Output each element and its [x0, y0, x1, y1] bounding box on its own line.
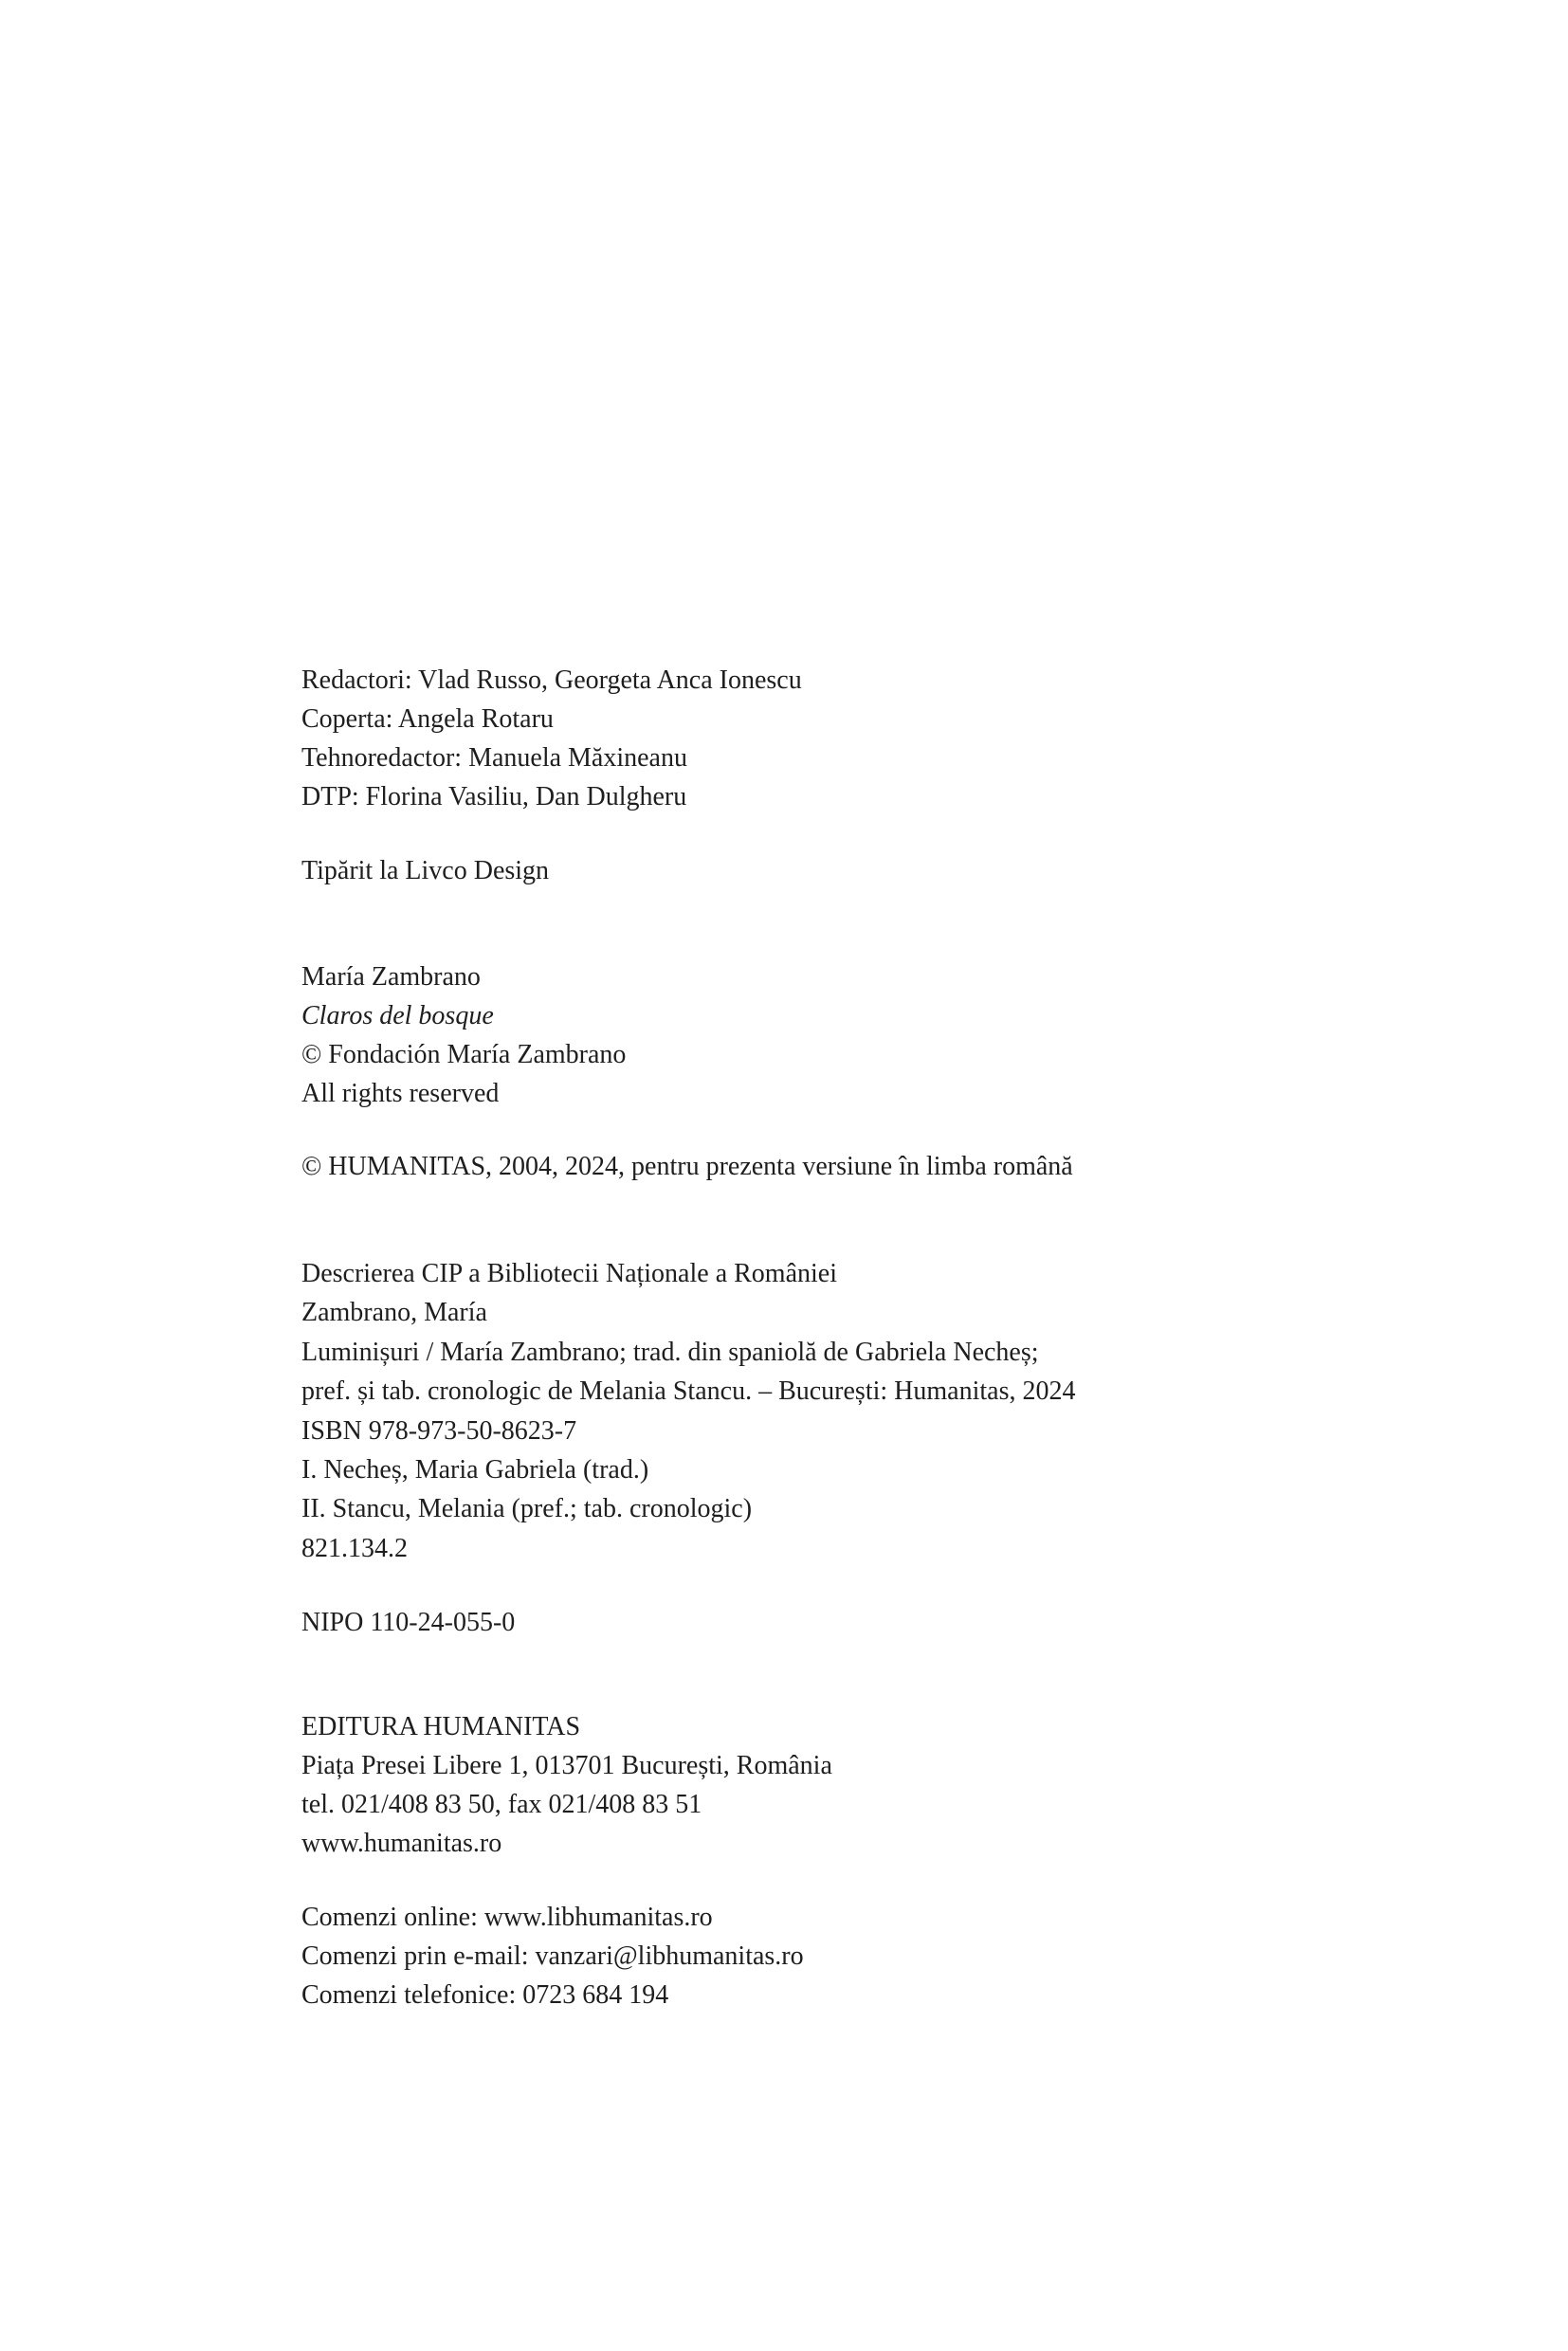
orders-block: [301, 1898, 804, 2014]
orders-email: Comenzi prin e-mail: vanzari@libhumanitas.ro: [301, 1941, 804, 1971]
credit-line: Coperta: Angela Rotaru: [301, 704, 554, 734]
rights-reserved: All rights reserved: [301, 1079, 500, 1108]
publisher-name: EDITURA HUMANITAS: [301, 1712, 581, 1741]
original-copyright: © Fondación María Zambrano: [301, 1040, 627, 1069]
publisher-website: www.humanitas.ro: [301, 1829, 502, 1858]
cip-block: [301, 1254, 1075, 1568]
credit-line: Redactori: Vlad Russo, Georgeta Anca Ionescu: [301, 665, 802, 695]
isbn: ISBN 978-973-50-8623-7: [301, 1415, 577, 1446]
cip-line: I. Necheș, Maria Gabriela (trad.): [301, 1455, 649, 1485]
romanian-copyright: © HUMANITAS, 2004, 2024, pentru prezenta versiune în limba română: [301, 1152, 1073, 1181]
nipo: NIPO 110-24-055-0: [301, 1608, 516, 1637]
printing-line: Tipărit la Livco Design: [301, 856, 550, 885]
publisher-address: Piața Presei Libere 1, 013701 București, România: [301, 1751, 832, 1780]
romanian-copyright-block: [301, 1147, 1073, 1186]
original-title: Claros del bosque: [301, 1001, 494, 1030]
orders-phone: Comenzi telefonice: 0723 684 194: [301, 1980, 669, 2010]
cip-line: Descrierea CIP a Bibliotecii Naționale a României: [301, 1259, 837, 1288]
nipo-block: [301, 1603, 515, 1642]
credits-block: [301, 661, 802, 816]
cip-line: Luminișuri / María Zambrano; trad. din spaniolă de Gabriela Necheș;: [301, 1337, 1039, 1367]
cip-line: Zambrano, María: [301, 1298, 487, 1328]
credit-line: DTP: Florina Vasiliu, Dan Dulgheru: [301, 782, 687, 811]
orders-online: Comenzi online: www.libhumanitas.ro: [301, 1903, 713, 1932]
printing-block: [301, 851, 549, 890]
publisher-block: [301, 1707, 832, 1863]
original-edition-block: [301, 957, 626, 1113]
publisher-phone: tel. 021/408 83 50, fax 021/408 83 51: [301, 1790, 702, 1819]
original-author: María Zambrano: [301, 962, 481, 992]
cip-line: pref. și tab. cronologic de Melania Stancu. – București: Humanitas, 2024: [301, 1376, 1076, 1407]
cip-classification: 821.134.2: [301, 1533, 408, 1563]
credit-line: Tehnoredactor: Manuela Măxineanu: [301, 743, 687, 773]
cip-line: II. Stancu, Melania (pref.; tab. cronologic): [301, 1494, 753, 1524]
